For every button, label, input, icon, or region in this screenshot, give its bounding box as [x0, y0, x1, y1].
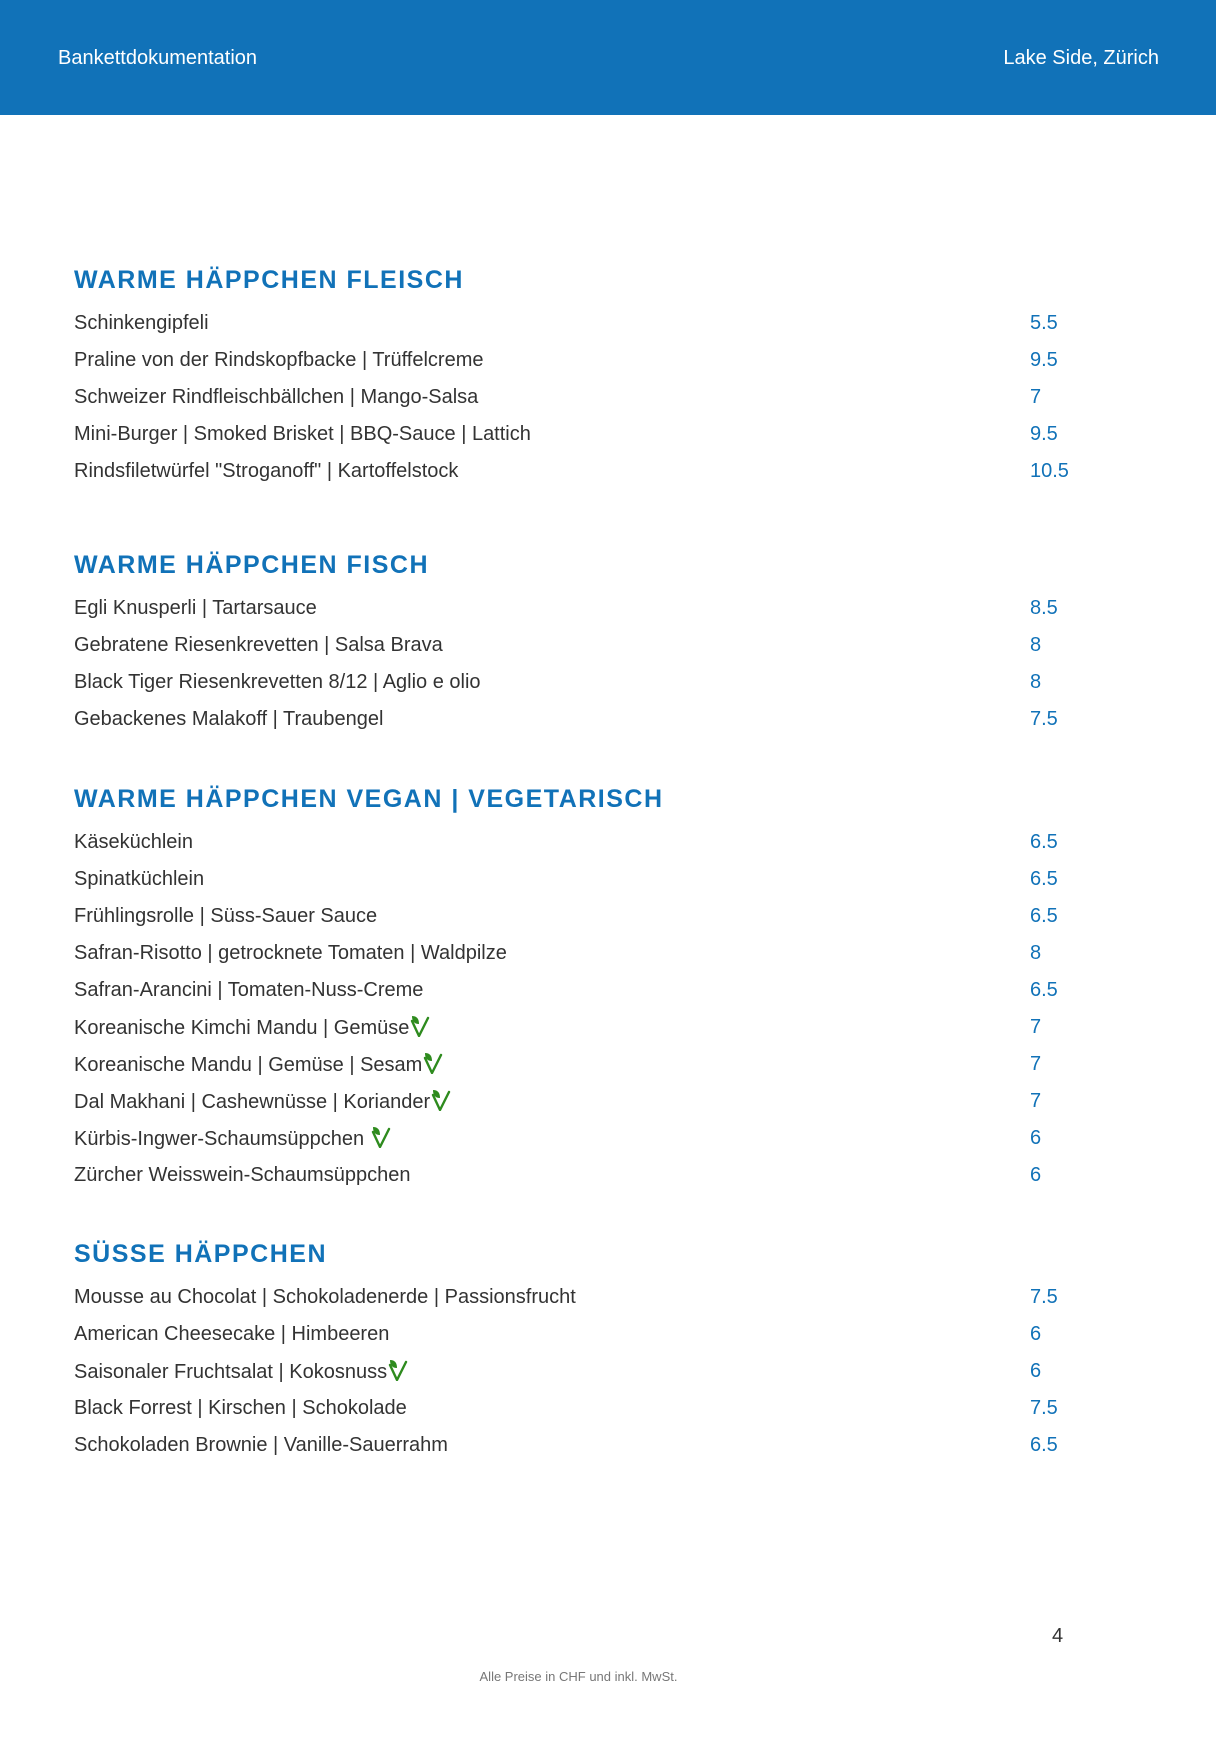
- menu-item: [74, 1433, 1074, 1470]
- vegan-leaf-icon: [423, 1052, 443, 1074]
- section-title: SÜSSE HÄPPCHEN: [74, 1240, 327, 1268]
- menu-item: [74, 1285, 1074, 1322]
- menu-item-price: 9.5: [1030, 349, 1058, 371]
- menu-item-price: 6: [1030, 1360, 1042, 1382]
- vegan-leaf-icon: [431, 1089, 451, 1111]
- menu-item-price: 5.5: [1030, 312, 1058, 334]
- menu-item-name: [74, 830, 193, 854]
- menu-item-name: [74, 867, 204, 891]
- menu-item-name-text: Schokoladen Brownie | Vanille-Sauerrahm: [74, 1434, 448, 1456]
- menu-item-name-text: Zürcher Weisswein-Schaumsüppchen: [74, 1164, 411, 1186]
- menu-item: [74, 1322, 1074, 1359]
- menu-item-price: 6: [1030, 1164, 1042, 1186]
- venue-location: Lake Side, Zürich: [1003, 47, 1159, 69]
- menu-item-price: 7: [1030, 1016, 1042, 1038]
- menu-item-name-text: Mini-Burger | Smoked Brisket | BBQ-Sauce | Lattich: [74, 423, 531, 445]
- menu-item-price: 7.5: [1030, 1397, 1058, 1419]
- menu-item-price: 7.5: [1030, 1286, 1058, 1308]
- menu-item-name: [74, 1285, 576, 1309]
- menu-item-name: [74, 459, 458, 483]
- page-header: [0, 0, 1216, 115]
- menu-item-name: [74, 1396, 407, 1420]
- section-title: WARME HÄPPCHEN FLEISCH: [74, 266, 464, 294]
- menu-item: [74, 1089, 1074, 1126]
- menu-item-price: 8: [1030, 634, 1042, 656]
- menu-item: [74, 867, 1074, 904]
- menu-item: [74, 459, 1074, 496]
- menu-item-name: [74, 1089, 451, 1114]
- menu-item-name: [74, 311, 209, 335]
- menu-item-name-text: Dal Makhani | Cashewnüsse | Koriander: [74, 1091, 431, 1113]
- menu-item-name-text: Käseküchlein: [74, 831, 193, 853]
- menu-item-name-text: Egli Knusperli | Tartarsauce: [74, 597, 317, 619]
- menu-item-name: [74, 904, 377, 928]
- menu-item: [74, 311, 1074, 348]
- menu-item-price: 7: [1030, 386, 1042, 408]
- menu-item-price: 10.5: [1030, 460, 1069, 482]
- menu-item-name: [74, 707, 383, 731]
- menu-item-name: [74, 422, 531, 446]
- menu-item-price: 6: [1030, 1127, 1042, 1149]
- menu-item-name: [74, 1015, 430, 1040]
- menu-item-name-text: Black Forrest | Kirschen | Schokolade: [74, 1397, 407, 1419]
- menu-item-name: [74, 941, 507, 965]
- menu-item-name-text: Saisonaler Fruchtsalat | Kokosnuss: [74, 1361, 388, 1383]
- menu-item-name-text: Rindsfiletwürfel "Stroganoff" | Kartoffelstock: [74, 460, 459, 482]
- menu-item-name-text: American Cheesecake | Himbeeren: [74, 1323, 390, 1345]
- menu-item: [74, 707, 1074, 744]
- menu-item-price: 8: [1030, 942, 1042, 964]
- menu-item-price: 8.5: [1030, 597, 1058, 619]
- menu-item-price: 9.5: [1030, 423, 1058, 445]
- menu-item-price: 6.5: [1030, 1434, 1058, 1456]
- menu-item: [74, 904, 1074, 941]
- page-number: 4: [1052, 1625, 1064, 1647]
- menu-item-price: 6.5: [1030, 831, 1058, 853]
- menu-section-warm-vegan-vegetarian: [74, 784, 1074, 1200]
- menu-item-price: 7: [1030, 1053, 1042, 1075]
- vegan-leaf-icon: [410, 1015, 430, 1037]
- menu-item-price: 7.5: [1030, 708, 1058, 730]
- menu-item: [74, 633, 1074, 670]
- menu-item-name: [74, 1052, 443, 1077]
- section-title: WARME HÄPPCHEN VEGAN | VEGETARISCH: [74, 785, 664, 813]
- menu-item-name-text: Koreanische Kimchi Mandu | Gemüse: [74, 1017, 410, 1039]
- menu-item: [74, 596, 1074, 633]
- menu-item-name-text: Gebratene Riesenkrevetten | Salsa Brava: [74, 634, 443, 656]
- menu-item-name-text: Black Tiger Riesenkrevetten 8/12 | Aglio e olio: [74, 671, 481, 693]
- menu-item: [74, 348, 1074, 385]
- menu-item-name: [74, 596, 317, 620]
- menu-item: [74, 978, 1074, 1015]
- menu-item-name-text: Frühlingsrolle | Süss-Sauer Sauce: [74, 905, 378, 927]
- menu-item-name-text: Schweizer Rindfleischbällchen | Mango-Salsa: [74, 386, 479, 408]
- menu-item-name: [74, 1359, 408, 1384]
- vegan-leaf-icon: [388, 1359, 408, 1381]
- menu-item-name-text: Gebackenes Malakoff | Traubengel: [74, 708, 384, 730]
- menu-item: [74, 1359, 1074, 1396]
- section-title: WARME HÄPPCHEN FISCH: [74, 551, 430, 579]
- menu-item-name: [74, 1433, 448, 1457]
- menu-item: [74, 1163, 1074, 1200]
- document-title: Bankettdokumentation: [58, 47, 258, 69]
- menu-item-name-text: Spinatküchlein: [74, 868, 205, 890]
- menu-item: [74, 670, 1074, 707]
- menu-section-warm-meat: [74, 265, 1074, 496]
- menu-item-name-text: Safran-Risotto | getrocknete Tomaten | Waldpilze: [74, 942, 507, 964]
- menu-item-name-text: Koreanische Mandu | Gemüse | Sesam: [74, 1054, 423, 1076]
- menu-item-name-text: Schinkengipfeli: [74, 312, 209, 334]
- menu-section-warm-fish: [74, 550, 1074, 744]
- menu-item-name: [74, 385, 478, 409]
- menu-item-price: 6.5: [1030, 979, 1058, 1001]
- menu-item: [74, 385, 1074, 422]
- menu-item-name-text: Mousse au Chocolat | Schokoladenerde | Passionsfrucht: [74, 1286, 576, 1308]
- menu-item-price: 6.5: [1030, 868, 1058, 890]
- menu-item-price: 8: [1030, 671, 1042, 693]
- menu-item-name-text: Safran-Arancini | Tomaten-Nuss-Creme: [74, 979, 424, 1001]
- footer-note: Alle Preise in CHF und inkl. MwSt.: [479, 1669, 678, 1684]
- menu-item-name: [74, 978, 423, 1002]
- menu-item: [74, 941, 1074, 978]
- menu-item-name: [74, 1322, 389, 1346]
- menu-item-name: [74, 1126, 391, 1151]
- menu-item: [74, 830, 1074, 867]
- menu-item-name-text: Praline von der Rindskopfbacke | Trüffelcreme: [74, 349, 484, 371]
- menu-item: [74, 1126, 1074, 1163]
- menu-item: [74, 1015, 1074, 1052]
- menu-item: [74, 1052, 1074, 1089]
- menu-item-name: [74, 670, 481, 694]
- menu-item-name: [74, 1163, 410, 1187]
- menu-item: [74, 1396, 1074, 1433]
- menu-item-price: 7: [1030, 1090, 1042, 1112]
- menu-item: [74, 422, 1074, 459]
- menu-section-sweet: [74, 1239, 1074, 1470]
- menu-item-price: 6: [1030, 1323, 1042, 1345]
- menu-item-name: [74, 633, 443, 657]
- menu-item-price: 6.5: [1030, 905, 1058, 927]
- vegan-leaf-icon: [371, 1126, 391, 1148]
- menu-item-name: [74, 348, 483, 372]
- menu-item-name-text: Kürbis-Ingwer-Schaumsüppchen: [74, 1128, 370, 1150]
